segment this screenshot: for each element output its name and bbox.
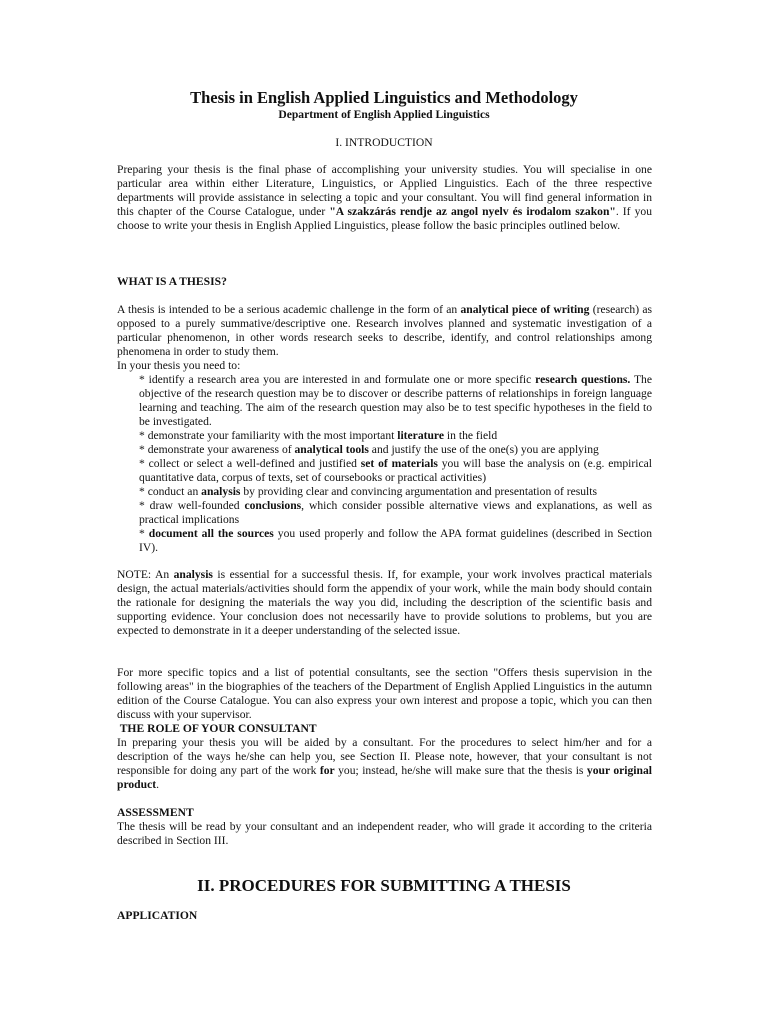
what-paragraph [117, 303, 652, 359]
list-item-bold: research questions. [535, 373, 631, 386]
consultant-text: In preparing your thesis you will be aided by a consultant. For the procedures to select him/her and for a description of the ways he/she can help you, see Section II. Please note, however, that your consultant is not responsible for doing any part of the work [117, 736, 652, 777]
consultant-text-end: . [156, 778, 159, 791]
note-text-end: is essential for a successful thesis. If, for example, your work involves practical materials design, the actual materials/activities should form the appendix of your work, while the main body should contain the rationale for designing the materials the way you did, including the description of the scientific basis and supporting evidence. Your conclusion does not necessarily have to provide solutions to problems, but you are expected to demonstrate in it a deeper understanding of the selected issue. [117, 568, 652, 637]
intro-paragraph [117, 163, 652, 233]
list-item-text: * draw well-founded [139, 499, 245, 512]
note-paragraph [117, 568, 652, 638]
list-item-text: and justify the use of the one(s) you are applying [368, 443, 599, 456]
list-item [139, 457, 652, 485]
list-item [139, 527, 652, 555]
list-item-bold: analytical tools [294, 443, 369, 456]
list-item-text: * conduct an [139, 485, 202, 498]
list-item [139, 499, 652, 527]
department-subtitle: Department of English Applied Linguistics [278, 108, 490, 121]
more-topics-paragraph: For more specific topics and a list of potential consultants, see the section "Offers thesis supervision in the following areas" in the biographies of the teachers of the Department of English Applied Linguistics in the autumn edition of the Course Catalogue. You can also express your own interest and propose a topic, which you can then discuss with your supervisor. [117, 666, 652, 721]
what-is-thesis-heading: WHAT IS A THESIS? [117, 275, 227, 288]
list-item-text: , which consider possible alternative views and explanations, as well as practical implications [139, 499, 653, 526]
assessment-heading: ASSESSMENT [117, 806, 194, 819]
intro-text-end: . If you choose to write your thesis in English Applied Linguistics, please follow the basic principles outlined below. [117, 205, 652, 232]
document-title: Thesis in English Applied Linguistics and Methodology [190, 88, 578, 107]
what-text: A thesis is intended to be a serious academic challenge in the form of an [117, 303, 461, 316]
list-item-bold: conclusions [244, 499, 302, 512]
assessment-section [117, 806, 652, 848]
list-item [139, 373, 652, 429]
list-item-text: by providing clear and convincing argumentation and presentation of results [240, 485, 597, 498]
list-item-text: you used properly and follow the APA format guidelines (described in Section IV). [139, 527, 652, 554]
list-item-text: * collect or select a well-defined and justified [139, 457, 361, 470]
list-item-text: * demonstrate your awareness of [139, 443, 295, 456]
section-heading-procedures: II. PROCEDURES FOR SUBMITTING A THESIS [197, 876, 571, 895]
list-item-text: you will base the analysis on (e.g. empirical quantitative data, corpus of texts, set of coursebooks or practical activities) [139, 457, 652, 484]
for-bold: for [319, 764, 335, 777]
note-text: NOTE: An [117, 568, 174, 581]
list-item-text: * identify a research area you are interested in and formulate one or more specific [139, 373, 536, 386]
list-item [139, 485, 652, 499]
what-is-thesis-section [117, 303, 652, 555]
list-item-bold: literature [397, 429, 445, 442]
assessment-paragraph: The thesis will be read by your consultant and an independent reader, who will grade it according to the criteria described in Section III. [117, 820, 652, 847]
consultant-heading: THE ROLE OF YOUR CONSULTANT [117, 722, 317, 735]
list-item [139, 443, 652, 457]
need-intro: In your thesis you need to: [117, 359, 241, 372]
list-item-bold: analysis [201, 485, 241, 498]
list-item-bold: document all the sources [148, 527, 274, 540]
application-heading: APPLICATION [117, 909, 198, 922]
list-item [139, 429, 652, 443]
list-item-text: The objective of the research question may be to discover or describe patterns of relationships in foreign language learning and teaching. The aim of the research question may also be to test specific hypotheses in the field to be investigated. [139, 373, 652, 428]
analytical-writing-bold: analytical piece of writing [460, 303, 590, 316]
intro-text: Preparing your thesis is the final phase of accomplishing your university studies. You will specialise in one particular area within either Literature, Linguistics, or Applied Linguistics. Each of the three respective departments will provide assistance in selecting a topic and your consultant. You will find general information in this chapter of the Course Catalogue, under [117, 163, 652, 218]
analysis-bold: analysis [173, 568, 213, 581]
what-text-end: (research) as opposed to a purely summative/descriptive one. Research involves planned and systematic investigation of a particular phenomenon, in other words research seeks to describe, identify, and control relationships among phenomena in order to study them. [117, 303, 652, 358]
consultant-paragraph [117, 736, 652, 792]
list-item-text: in the field [444, 429, 498, 442]
requirements-list [117, 373, 652, 555]
consultant-text-mid: you; instead, he/she will make sure that the thesis is [334, 764, 587, 777]
intro-bold-title: "A szakzárás rendje az angol nyelv és irodalom szakon" [329, 205, 616, 218]
list-item-text: * demonstrate your familiarity with the most important [139, 429, 398, 442]
consultant-section [117, 722, 652, 792]
list-item-text: * [139, 527, 149, 540]
section-heading-introduction: I. INTRODUCTION [335, 136, 433, 149]
original-product-bold: your original product [117, 764, 652, 791]
list-item-bold: set of materials [360, 457, 438, 470]
